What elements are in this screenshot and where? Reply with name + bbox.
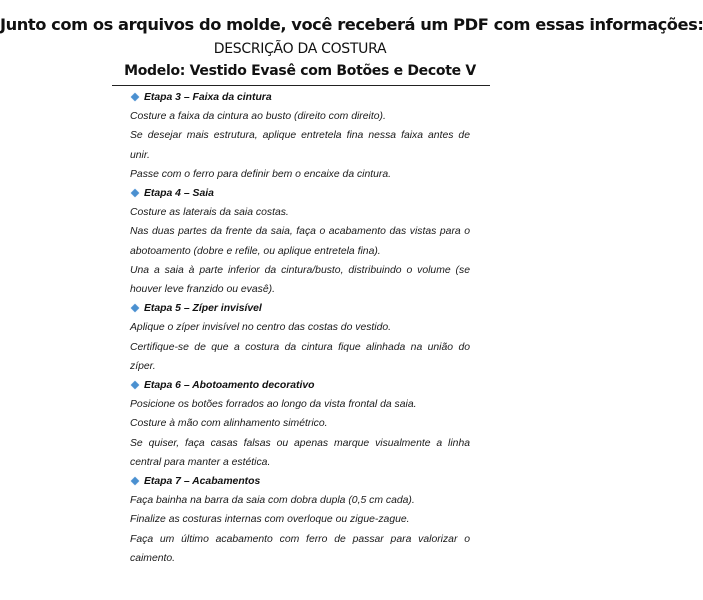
step-paragraph: Aplique o zíper invisível no centro das costas do vestido.	[130, 322, 392, 334]
step-paragraph: Costure à mão com alinhamento simétrico.	[130, 418, 328, 430]
document-title: DESCRIÇÃO DA COSTURA	[213, 41, 387, 57]
step-paragraph: Se desejar mais estrutura, aplique entretela fina nessa faixa antes de unir.	[130, 130, 470, 161]
step-paragraph: Costure as laterais da saia costas.	[130, 207, 289, 219]
step-section	[130, 184, 470, 299]
diamond-bullet-icon	[131, 477, 139, 485]
sewing-steps	[130, 88, 470, 568]
diamond-bullet-icon	[131, 381, 139, 389]
step-paragraph: Finalize as costuras internas com overloque ou zigue-zague.	[130, 514, 410, 526]
step-paragraph: Nas duas partes da frente da saia, faça o acabamento das vistas para o abotoamento (dobre e refile, ou aplique entretela fina).	[130, 226, 470, 257]
title-divider	[112, 85, 490, 86]
step-heading	[130, 184, 470, 203]
step-paragraph: Faça bainha na barra da saia com dobra dupla (0,5 cm cada).	[130, 495, 415, 507]
diamond-bullet-icon	[131, 189, 139, 197]
intro-headline: Junto com os arquivos do molde, você receberá um PDF com essas informações:	[0, 15, 703, 34]
step-heading	[130, 472, 470, 491]
step-paragraph: Posicione os botões forrados ao longo da vista frontal da saia.	[130, 399, 417, 411]
step-paragraph: Passe com o ferro para definir bem o encaixe da cintura.	[130, 168, 392, 180]
step-section	[130, 376, 470, 472]
step-paragraph: Se quiser, faça casas falsas ou apenas marque visualmente a linha central para manter a estética.	[130, 437, 470, 468]
step-section	[130, 299, 470, 376]
step-section	[130, 88, 470, 184]
step-heading-text: Etapa 6 – Abotoamento decorativo	[144, 380, 315, 392]
step-paragraph: Certifique-se de que a costura da cintura fique alinhada na união do zíper.	[130, 341, 470, 372]
step-heading-text: Etapa 5 – Zíper invisível	[144, 303, 262, 315]
step-paragraph: Faça um último acabamento com ferro de passar para valorizar o caimento.	[130, 533, 470, 564]
step-heading-text: Etapa 4 – Saia	[144, 188, 214, 200]
step-section	[130, 472, 470, 568]
document-subtitle: Modelo: Vestido Evasê com Botões e Decote V	[124, 63, 476, 79]
step-paragraph: Costure a faixa da cintura ao busto (direito com direito).	[130, 111, 386, 123]
step-heading	[130, 299, 470, 318]
step-heading-text: Etapa 3 – Faixa da cintura	[144, 92, 272, 103]
diamond-bullet-icon	[131, 304, 139, 312]
step-paragraph: Una a saia à parte inferior da cintura/busto, distribuindo o volume (se houver leve franzido ou evasê).	[130, 264, 470, 296]
step-heading	[130, 376, 470, 395]
diamond-bullet-icon	[131, 93, 139, 101]
step-heading-text: Etapa 7 – Acabamentos	[144, 476, 261, 488]
step-heading	[130, 88, 470, 107]
